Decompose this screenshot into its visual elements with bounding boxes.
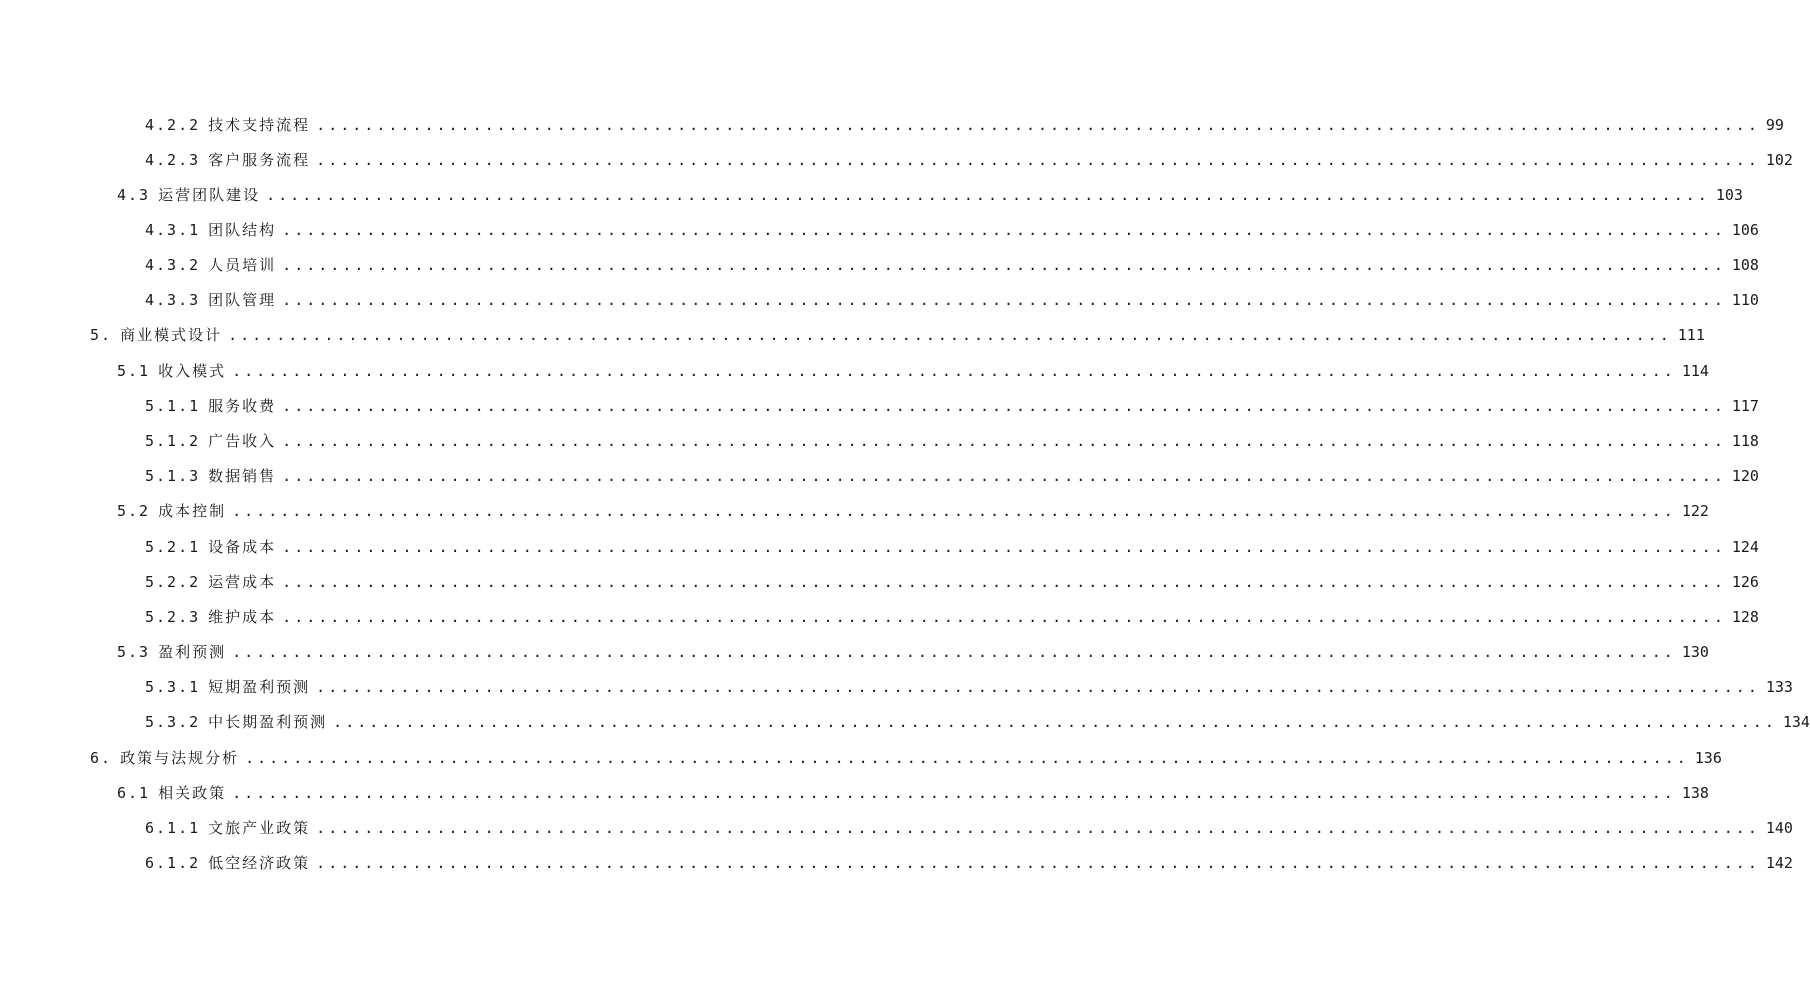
toc-entry[interactable] — [90, 746, 1722, 770]
toc-entry-page: 133 — [1765, 678, 1793, 696]
toc-entry-title: 运营成本 — [208, 573, 277, 591]
toc-entry-page: 99 — [1765, 116, 1784, 134]
toc-entry-number: 6.1.2 — [145, 854, 201, 872]
toc-entry-title: 低空经济政策 — [208, 854, 311, 872]
toc-entry-page: 108 — [1731, 256, 1759, 274]
toc-entry-number: 4.3 — [117, 186, 151, 204]
toc-entry[interactable] — [145, 253, 1759, 277]
toc-entry-title: 政策与法规分析 — [120, 749, 240, 767]
toc-entry-title: 数据销售 — [208, 467, 277, 485]
toc-entry-title: 技术支持流程 — [208, 116, 311, 134]
toc-leader-dots: ........................................................................................................................ — [316, 819, 1760, 837]
toc-entry-title: 广告收入 — [208, 432, 277, 450]
toc-entry-number: 5. — [90, 326, 113, 344]
toc-entry[interactable] — [145, 464, 1759, 488]
toc-entry-number: 4.3.3 — [145, 291, 201, 309]
toc-leader-dots: ........................................................................................................................ — [228, 326, 1672, 344]
toc-entry-page: 102 — [1765, 151, 1793, 169]
toc-entry-title: 商业模式设计 — [120, 326, 223, 344]
toc-leader-dots: ........................................................................................................................ — [245, 749, 1689, 767]
toc-entry[interactable] — [145, 816, 1793, 840]
toc-entry-page: 126 — [1731, 573, 1759, 591]
toc-leader-dots: ........................................................................................................................ — [232, 643, 1676, 661]
toc-entry[interactable] — [117, 183, 1743, 207]
toc-entry-page: 118 — [1731, 432, 1759, 450]
toc-entry[interactable] — [145, 394, 1759, 418]
toc-entry[interactable] — [117, 640, 1709, 664]
toc-entry-title: 客户服务流程 — [208, 151, 311, 169]
toc-entry-title: 文旅产业政策 — [208, 819, 311, 837]
toc-leader-dots: ........................................................................................................................ — [282, 538, 1726, 556]
toc-entry[interactable] — [145, 851, 1793, 875]
toc-entry-number: 6.1 — [117, 784, 151, 802]
toc-entry-number: 4.3.1 — [145, 221, 201, 239]
toc-leader-dots: ........................................................................................................................ — [232, 784, 1676, 802]
toc-entry[interactable] — [145, 218, 1759, 242]
toc-leader-dots: ........................................................................................................................ — [282, 291, 1726, 309]
toc-entry-page: 140 — [1765, 819, 1793, 837]
toc-entry-page: 142 — [1765, 854, 1793, 872]
toc-entry-page: 114 — [1681, 362, 1709, 380]
toc-leader-dots: ........................................................................................................................ — [316, 678, 1760, 696]
toc-entry-title: 运营团队建设 — [158, 186, 261, 204]
toc-entry-title: 盈利预测 — [158, 643, 227, 661]
toc-entry-title: 人员培训 — [208, 256, 277, 274]
toc-entry-title: 中长期盈利预测 — [208, 713, 328, 731]
toc-entry-number: 6. — [90, 749, 113, 767]
toc-entry-page: 136 — [1694, 749, 1722, 767]
toc-entry-page: 120 — [1731, 467, 1759, 485]
toc-entry-number: 5.2 — [117, 502, 151, 520]
toc-leader-dots: ........................................................................................................................ — [282, 221, 1726, 239]
toc-entry-page: 106 — [1731, 221, 1759, 239]
toc-entry-page: 122 — [1681, 502, 1709, 520]
toc-entry-number: 5.1 — [117, 362, 151, 380]
toc-leader-dots: ........................................................................................................................ — [232, 362, 1676, 380]
toc-entry[interactable] — [145, 535, 1759, 559]
toc-entry-number: 5.1.2 — [145, 432, 201, 450]
toc-entry-number: 6.1.1 — [145, 819, 201, 837]
toc-entry-page: 130 — [1681, 643, 1709, 661]
toc-leader-dots: ........................................................................................................................ — [266, 186, 1710, 204]
toc-entry[interactable] — [145, 429, 1759, 453]
toc-entry-number: 5.1.1 — [145, 397, 201, 415]
toc-entry[interactable] — [145, 710, 1810, 734]
toc-entry-page: 111 — [1677, 326, 1705, 344]
toc-entry[interactable] — [90, 323, 1705, 347]
toc-entry[interactable] — [117, 359, 1709, 383]
toc-entry[interactable] — [145, 570, 1759, 594]
toc-entry-page: 128 — [1731, 608, 1759, 626]
toc-entry-page: 124 — [1731, 538, 1759, 556]
toc-entry-page: 103 — [1715, 186, 1743, 204]
toc-leader-dots: ........................................................................................................................ — [282, 608, 1726, 626]
toc-entry[interactable] — [145, 113, 1784, 137]
toc-leader-dots: ........................................................................................................................ — [282, 467, 1726, 485]
toc-entry-number: 5.2.3 — [145, 608, 201, 626]
toc-entry-title: 短期盈利预测 — [208, 678, 311, 696]
toc-entry-title: 设备成本 — [208, 538, 277, 556]
toc-entry-number: 4.2.3 — [145, 151, 201, 169]
toc-entry-number: 4.2.2 — [145, 116, 201, 134]
toc-entry-number: 5.3.2 — [145, 713, 201, 731]
toc-entry-page: 110 — [1731, 291, 1759, 309]
toc-entry-number: 5.3.1 — [145, 678, 201, 696]
toc-leader-dots: ........................................................................................................................ — [333, 713, 1777, 731]
toc-entry[interactable] — [145, 675, 1793, 699]
toc-entry-title: 成本控制 — [158, 502, 227, 520]
toc-entry-title: 相关政策 — [158, 784, 227, 802]
toc-entry[interactable] — [145, 148, 1793, 172]
toc-entry-page: 134 — [1782, 713, 1810, 731]
toc-entry-title: 服务收费 — [208, 397, 277, 415]
toc-entry-number: 5.3 — [117, 643, 151, 661]
toc-leader-dots: ........................................................................................................................ — [316, 116, 1760, 134]
toc-leader-dots: ........................................................................................................................ — [232, 502, 1676, 520]
toc-entry[interactable] — [145, 605, 1759, 629]
toc-leader-dots: ........................................................................................................................ — [316, 854, 1760, 872]
toc-entry-title: 维护成本 — [208, 608, 277, 626]
toc-leader-dots: ........................................................................................................................ — [282, 573, 1726, 591]
toc-leader-dots: ........................................................................................................................ — [282, 432, 1726, 450]
toc-entry-title: 收入模式 — [158, 362, 227, 380]
toc-entry-page: 117 — [1731, 397, 1759, 415]
toc-entry-title: 团队管理 — [208, 291, 277, 309]
toc-entry-number: 5.2.2 — [145, 573, 201, 591]
toc-entry[interactable] — [145, 288, 1759, 312]
toc-entry-number: 5.2.1 — [145, 538, 201, 556]
toc-leader-dots: ........................................................................................................................ — [282, 397, 1726, 415]
toc-entry[interactable] — [117, 499, 1709, 523]
toc-entry-number: 4.3.2 — [145, 256, 201, 274]
toc-entry-page: 138 — [1681, 784, 1709, 802]
toc-leader-dots: ........................................................................................................................ — [282, 256, 1726, 274]
toc-entry-title: 团队结构 — [208, 221, 277, 239]
toc-leader-dots: ........................................................................................................................ — [316, 151, 1760, 169]
toc-entry[interactable] — [117, 781, 1709, 805]
toc-entry-number: 5.1.3 — [145, 467, 201, 485]
